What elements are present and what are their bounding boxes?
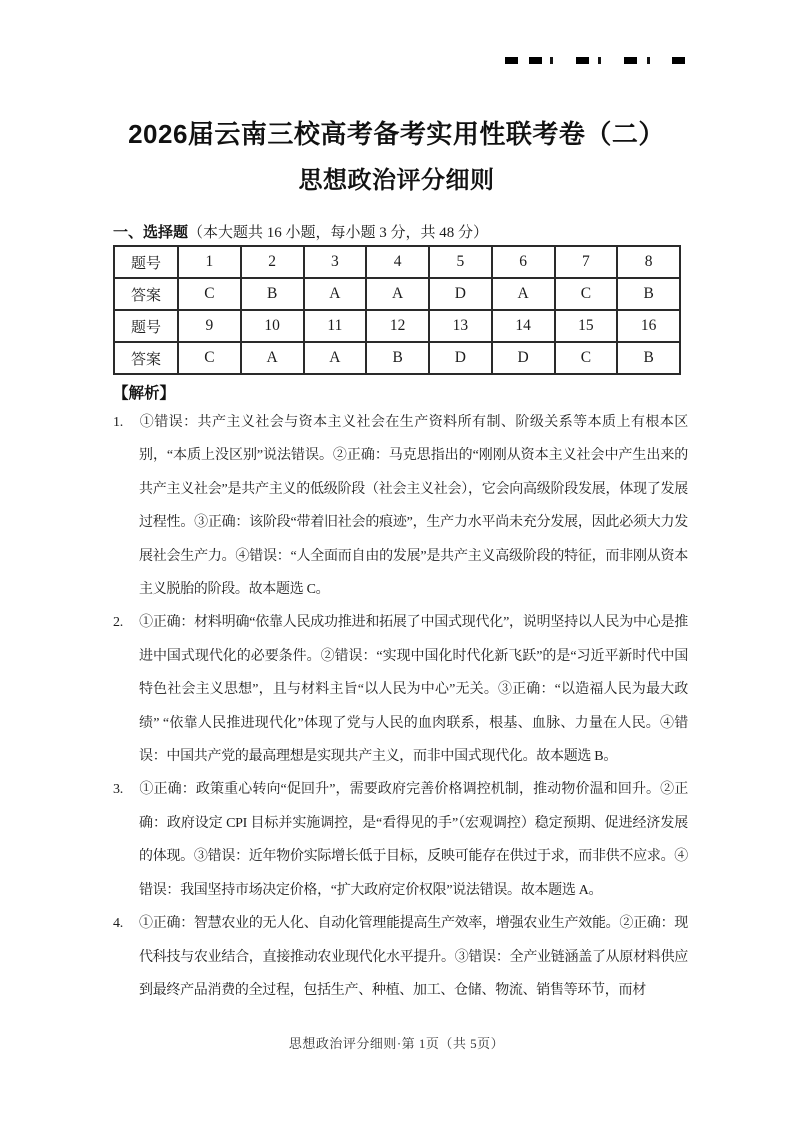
page-footer: 思想政治评分细则·第 1页（共 5页） [288,1036,505,1051]
table-cell: 16 [617,310,680,342]
section-heading [113,221,488,242]
timing-mark-icon [550,57,553,64]
table-cell: 8 [617,246,680,278]
section-note: （本大题共 16 小题，每小题 3 分，共 48 分） [188,225,489,241]
table-cell: 12 [366,310,429,342]
item-number: 3. [113,782,123,798]
table-cell: 13 [429,310,492,342]
table-row [114,310,680,342]
analysis-list [113,406,688,1007]
table-cell: 3 [304,246,367,278]
table-cell: D [429,342,492,374]
timing-mark-icon [505,57,518,64]
table-cell: 5 [429,246,492,278]
table-cell: A [241,342,304,374]
timing-marks [505,57,685,64]
analysis-item-3 [113,773,688,907]
item-text: ①正确：智慧农业的无人化、自动化管理能提高生产效率，增强农业生产效能。②正确：现代科技与农业结合，直接推动农业现代化水平提升。③错误：全产业链涵盖了从原材料供应到最终产品消费的全过程，包括生产、种植、加工、仓储、物流、销售等环节，而材 [139,916,688,998]
table-row [114,278,680,310]
table-cell: 2 [241,246,304,278]
analysis-item-4 [113,907,688,1007]
table-cell: D [492,342,555,374]
page-subtitle: 思想政治评分细则 [298,167,495,194]
row-header-cell: 答案 [114,342,178,374]
section-title: 一、选择题 [113,224,189,241]
analysis-item-1 [113,406,688,606]
analysis-item-2 [113,606,688,773]
table-cell: 11 [304,310,367,342]
table-cell: B [241,278,304,310]
answer-table [113,245,681,375]
table-row [114,342,680,374]
table-cell: B [617,342,680,374]
table-cell: D [429,278,492,310]
table-cell: C [555,342,618,374]
table-cell: A [304,342,367,374]
table-cell: 1 [178,246,241,278]
timing-mark-icon [672,57,685,64]
table-cell: 6 [492,246,555,278]
table-cell: A [492,278,555,310]
table-cell: 7 [555,246,618,278]
table-cell: B [366,342,429,374]
table-cell: A [304,278,367,310]
item-text: ①错误：共产主义社会与资本主义社会在生产资料所有制、阶级关系等本质上有根本区别，“本质上没区别”说法错误。②正确：马克思指出的“刚刚从资本主义社会中产生出来的共产主义社会”是共产主义的低级阶段（社会主义社会），它会向高级阶段发展，体现了发展过程性。③正确：该阶段“带着旧社会的痕迹”，生产力水平尚未充分发展，因此必须大力发展社会生产力。④错误：“人全面而自由的发展”是共产主义高级阶段的特征，而非刚从资本主义脱胎的阶段。故本题选 C。 [139,415,688,598]
timing-mark-icon [647,57,650,64]
analysis-heading: 【解析】 [113,385,176,402]
table-cell: B [617,278,680,310]
item-number: 1. [113,415,123,430]
item-text: ①正确：政策重心转向“促回升”，需要政府完善价格调控机制，推动物价温和回升。②正确：政府设定 CPI 目标并实施调控，是“看得见的手”（宏观调控）稳定预期、促进经济发展的体现。③错误：近年物价实际增长低于目标，反映可能存在供过于求，而非供不应求。④错误：我国坚持市场决定价格，“扩大政府定价权限”说法错误。故本题选 A。 [139,782,688,898]
table-cell: C [178,342,241,374]
item-text: ①正确：材料明确“依靠人民成功推进和拓展了中国式现代化”，说明坚持以人民为中心是推进中国式现代化的必要条件。②错误：“实现中国化时代化新飞跃”的是“习近平新时代中国特色社会主义思想”，且与材料主旨“以人民为中心”无关。③正确：“以造福人民为最大政绩” “依靠人民推进现代化”体现了党与人民的血肉联系，根基、血脉、力量在人民。④错误：中国共产党的最高理想是实现共产主义，而非中国式现代化。故本题选 B。 [139,615,688,765]
timing-mark-icon [598,57,601,64]
table-cell: C [555,278,618,310]
item-number: 4. [113,916,123,932]
row-header-cell: 题号 [114,310,178,342]
table-cell: 9 [178,310,241,342]
row-header-cell: 答案 [114,278,178,310]
page-title: 2026届云南三校高考备考实用性联考卷（二） [128,119,665,149]
item-number: 2. [113,615,123,631]
table-cell: 14 [492,310,555,342]
timing-mark-icon [529,57,542,64]
table-cell: 15 [555,310,618,342]
row-header-cell: 题号 [114,246,178,278]
timing-mark-icon [576,57,589,64]
table-cell: 4 [366,246,429,278]
timing-mark-icon [624,57,637,64]
table-cell: A [366,278,429,310]
table-cell: C [178,278,241,310]
table-row [114,246,680,278]
table-cell: 10 [241,310,304,342]
